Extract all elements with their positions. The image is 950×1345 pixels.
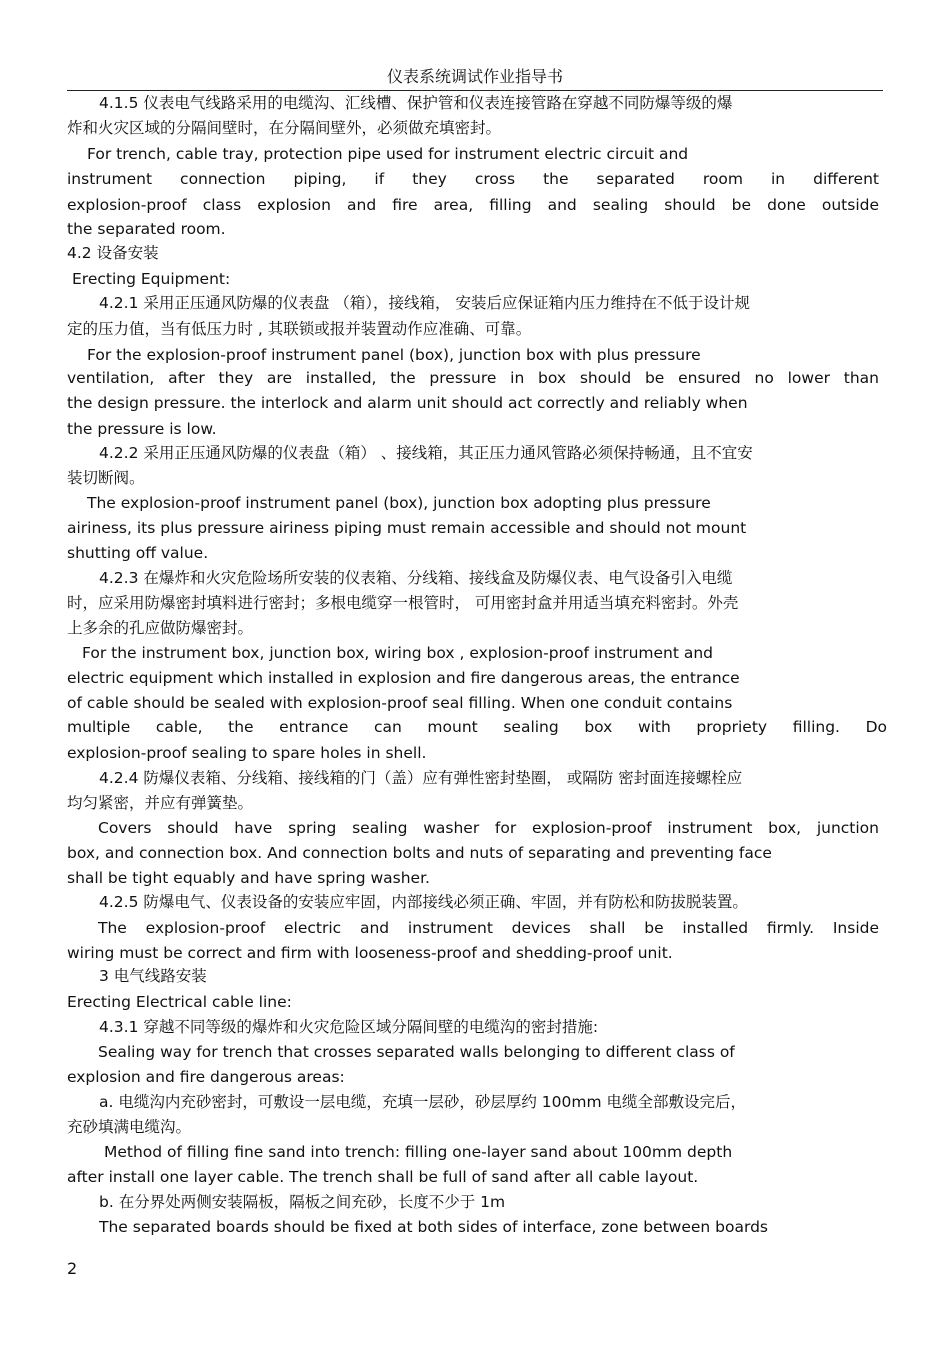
page-number: 2 (67, 1259, 78, 1278)
text-line: Method of filling fine sand into trench: filling one-layer sand about 100mm depth (104, 1143, 733, 1161)
text-line: For trench, cable tray, protection pipe used for instrument electric circuit and (87, 145, 689, 163)
text-line: shutting off value. (67, 544, 209, 562)
text-line: after install one layer cable. The trench shall be full of sand after all cable layout. (67, 1168, 699, 1186)
text-line: Erecting Electrical cable line: (67, 993, 292, 1011)
page-title: 仪表系统调试作业指导书 (386, 67, 563, 86)
text-line: 4.2.2 采用正压通风防爆的仪表盘（箱） 、接线箱，其正压力通风管路必须保持畅通，且不宜安 (99, 444, 753, 462)
text-line: electric equipment which installed in explosion and fire dangerous areas, the entrance (67, 669, 740, 687)
text-line: 4.2 设备安装 (67, 244, 159, 262)
text-line: airiness, its plus pressure airiness piping must remain accessible and should not mount (67, 519, 747, 537)
text-line: wiring must be correct and firm with looseness-proof and shedding-proof unit. (67, 944, 673, 962)
text-line: For the explosion-proof instrument panel (box), junction box with plus pressure (87, 346, 701, 364)
text-line: 定的压力值，当有低压力时 , 其联锁或报并装置动作应准确、可靠。 (67, 320, 532, 338)
text-line: the pressure is low. (67, 420, 217, 438)
text-line: instrument connection piping, if they cross the separated room in different (67, 170, 879, 188)
text-line: explosion-proof class explosion and fire area, filling and sealing should be done outside (67, 196, 879, 214)
text-line: Erecting Equipment: (72, 270, 231, 288)
text-line: 装切断阀。 (67, 469, 145, 487)
text-line: 4.3.1 穿越不同等级的爆炸和火灾危险区域分隔间壁的电缆沟的密封措施: (99, 1018, 599, 1036)
text-line: of cable should be sealed with explosion-proof seal filling. When one conduit contains (67, 694, 733, 712)
page-header (67, 64, 883, 91)
text-line: ventilation, after they are installed, the pressure in box should be ensured no lower than (67, 369, 879, 387)
text-line: box, and connection box. And connection bolts and nuts of separating and preventing face (67, 844, 772, 862)
text-line: 4.2.5 防爆电气、仪表设备的安装应牢固，内部接线必须正确、牢固，并有防松和防拔脱装置。 (99, 893, 748, 911)
text-line: explosion and fire dangerous areas: (67, 1068, 345, 1086)
text-line: The explosion-proof electric and instrument devices shall be installed firmly. Inside (98, 919, 879, 937)
text-line: 4.2.4 防爆仪表箱、分线箱、接线箱的门（盖）应有弹性密封垫圈， 或隔防 密封面连接螺栓应 (99, 769, 743, 787)
text-line: For the instrument box, junction box, wiring box , explosion-proof instrument and (82, 644, 714, 662)
text-line: Covers should have spring sealing washer for explosion-proof instrument box, junction (98, 819, 879, 837)
text-line: explosion-proof sealing to spare holes in shell. (67, 744, 427, 762)
text-line: Sealing way for trench that crosses separated walls belonging to different class of (98, 1043, 735, 1061)
text-line: b. 在分界处两侧安装隔板，隔板之间充砂，长度不少于 1m (99, 1193, 506, 1211)
text-line: 时，应采用防爆密封填料进行密封；多根电缆穿一根管时， 可用密封盒并用适当填充料密封。外壳 (67, 594, 739, 612)
text-line: 充砂填满电缆沟。 (67, 1118, 192, 1136)
text-line: The separated boards should be fixed at both sides of interface, zone between boards (99, 1218, 769, 1236)
text-line: 4.2.1 采用正压通风防爆的仪表盘 （箱），接线箱， 安装后应保证箱内压力维持在不低于设计规 (99, 294, 750, 312)
text-line: 4.2.3 在爆炸和火灾危险场所安装的仪表箱、分线箱、接线盒及防爆仪表、电气设备引入电缆 (99, 569, 733, 587)
text-line: The explosion-proof instrument panel (box), junction box adopting plus pressure (87, 494, 711, 512)
text-line: 炸和火灾区域的分隔间壁时，在分隔间壁外，必须做充填密封。 (67, 119, 502, 137)
text-line: 上多余的孔应做防爆密封。 (67, 619, 254, 637)
text-line: 4.1.5 仪表电气线路采用的电缆沟、汇线槽、保护管和仪表连接管路在穿越不同防爆等级的爆 (99, 94, 733, 112)
text-line: a. 电缆沟内充砂密封，可敷设一层电缆，充填一层砂，砂层厚约 100mm 电缆全部敷设完后， (99, 1093, 746, 1111)
text-line: shall be tight equably and have spring washer. (67, 869, 430, 887)
text-line: the design pressure. the interlock and alarm unit should act correctly and reliably when (67, 394, 748, 412)
text-line: 3 电气线路安装 (99, 967, 207, 985)
text-line: the separated room. (67, 220, 226, 238)
text-line: multiple cable, the entrance can mount sealing box with propriety filling. Do (67, 718, 887, 736)
text-line: 均匀紧密，并应有弹簧垫。 (67, 794, 254, 812)
